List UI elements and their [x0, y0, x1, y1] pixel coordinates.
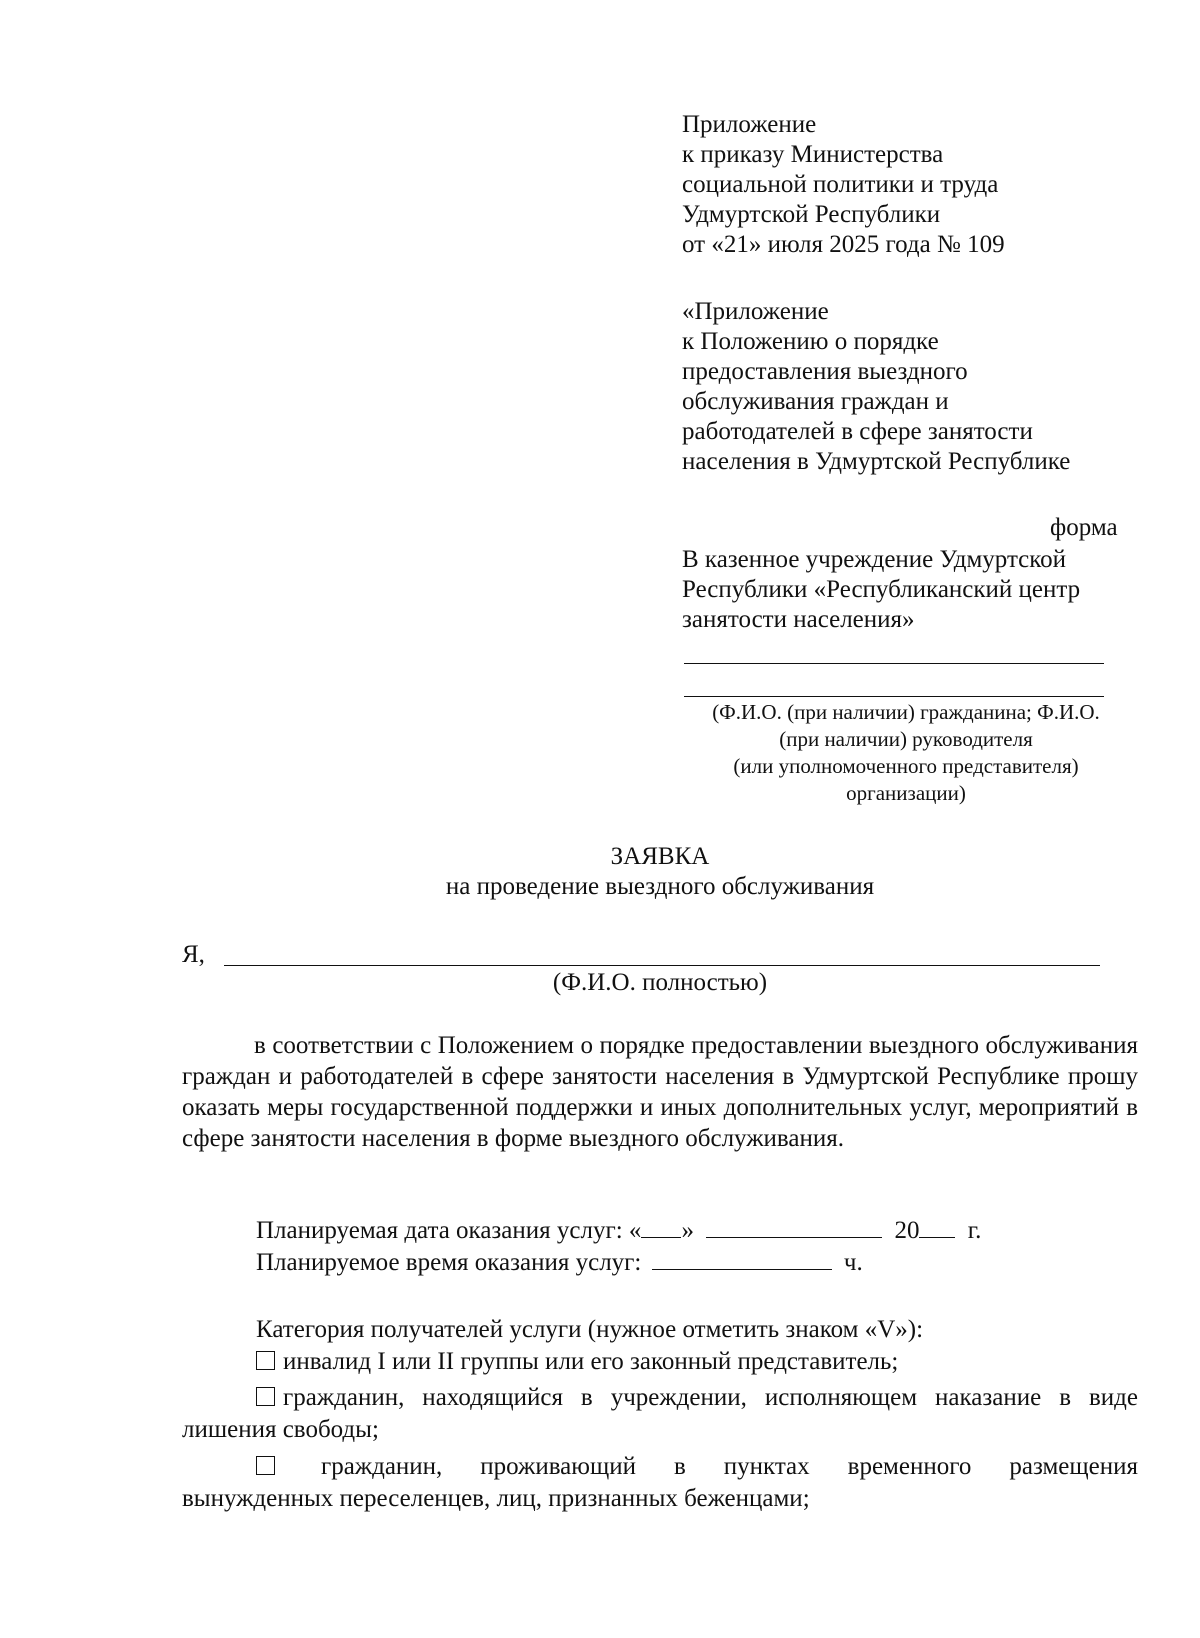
applicant-name-field-line-2[interactable] [684, 696, 1104, 697]
category-option-disabled [256, 1347, 898, 1377]
annex-line: работодателей в сфере занятости [682, 418, 1033, 445]
full-name-field-line[interactable] [224, 965, 1100, 966]
annex-line: Удмуртской Республики [682, 201, 941, 228]
checkbox-disabled-person[interactable] [256, 1351, 275, 1370]
option-word: размещения [1009, 1453, 1138, 1480]
caption-line: (Ф.И.О. (при наличии) гражданина; Ф.И.О. [712, 700, 1100, 724]
document-subtitle: на проведение выездного обслуживания [445, 873, 875, 900]
ya-label: Я, [182, 941, 205, 968]
annex-line: Приложение [682, 111, 817, 138]
planned-date-row [256, 1215, 981, 1246]
applicant-name-field-line-1[interactable] [684, 663, 1104, 664]
option-word: проживающий [480, 1453, 636, 1480]
option-word: временного [847, 1453, 972, 1480]
option-word: в [673, 1453, 686, 1480]
caption-line: организации) [846, 781, 966, 805]
addressee-line: Республики «Республиканский центр [682, 576, 1081, 603]
day-field[interactable] [641, 1215, 681, 1238]
form-label: форма [1050, 514, 1118, 541]
caption-line: (или уполномоченного представителя) [733, 754, 1079, 778]
addressee-line: занятости населения» [682, 606, 915, 633]
planned-time-row [256, 1247, 863, 1278]
time-unit: ч. [843, 1249, 863, 1276]
year-suffix: г. [967, 1217, 982, 1244]
checkbox-prison[interactable] [256, 1387, 275, 1406]
caption-line: (при наличии) руководителя [779, 727, 1033, 751]
option-word: пунктах [723, 1453, 810, 1480]
planned-date-label: Планируемая дата оказания услуг: « [256, 1217, 642, 1244]
request-paragraph: в соответствии с Положением о порядке предоставлении выездного обслуживания граждан и работодателей в сфере занятости населения в Удмуртской Республике прошу оказать меры государственной поддержки и иных дополнительных услуг, мероприятий в сфере занятости населения в форме выездного обслуживания. [182, 1032, 1138, 1152]
checkbox-wrap [256, 1451, 283, 1483]
category-option-prison [182, 1382, 1138, 1446]
option-first-line [182, 1451, 1138, 1483]
month-field[interactable] [706, 1215, 882, 1238]
annex-line: к приказу Министерства [682, 141, 944, 168]
addressee-line: В казенное учреждение Удмуртской [682, 546, 1067, 573]
document-title: ЗАЯВКА [610, 843, 710, 870]
year-prefix: 20 [894, 1217, 920, 1244]
full-name-caption: (Ф.И.О. полностью) [552, 969, 768, 996]
addressee-block [682, 545, 1080, 635]
checkbox-refugee[interactable] [256, 1456, 275, 1475]
annex-line: «Приложение [682, 298, 829, 325]
planned-time-label: Планируемое время оказания услуг: [256, 1249, 642, 1276]
regulation-annex-header [682, 297, 1070, 477]
category-label: Категория получателей услуги (нужное отметить знаком «V»): [256, 1316, 924, 1343]
option-text: инвалид I или II группы или его законный представитель; [283, 1348, 899, 1375]
applicant-name-caption [676, 699, 1136, 807]
annex-line: населения в Удмуртской Республике [682, 448, 1071, 475]
day-close-quote: » [681, 1217, 694, 1244]
annex-line: социальной политики и труда [682, 171, 999, 198]
annex-line: обслуживания граждан и [682, 388, 949, 415]
order-annex-header [682, 110, 1005, 260]
option-second-line: вынужденных переселенцев, лиц, признанных беженцами; [182, 1485, 810, 1512]
year-field[interactable] [919, 1215, 955, 1238]
annex-line: предоставления выездного [682, 358, 968, 385]
time-field[interactable] [652, 1247, 832, 1270]
option-word: гражданин, [320, 1453, 443, 1480]
annex-line: к Положению о порядке [682, 328, 939, 355]
option-text: гражданин, находящийся в учреждении, исполняющем наказание в виде лишения свободы; [182, 1384, 1138, 1443]
annex-line: от «21» июля 2025 года № 109 [682, 231, 1005, 258]
category-option-refugee [182, 1451, 1138, 1515]
